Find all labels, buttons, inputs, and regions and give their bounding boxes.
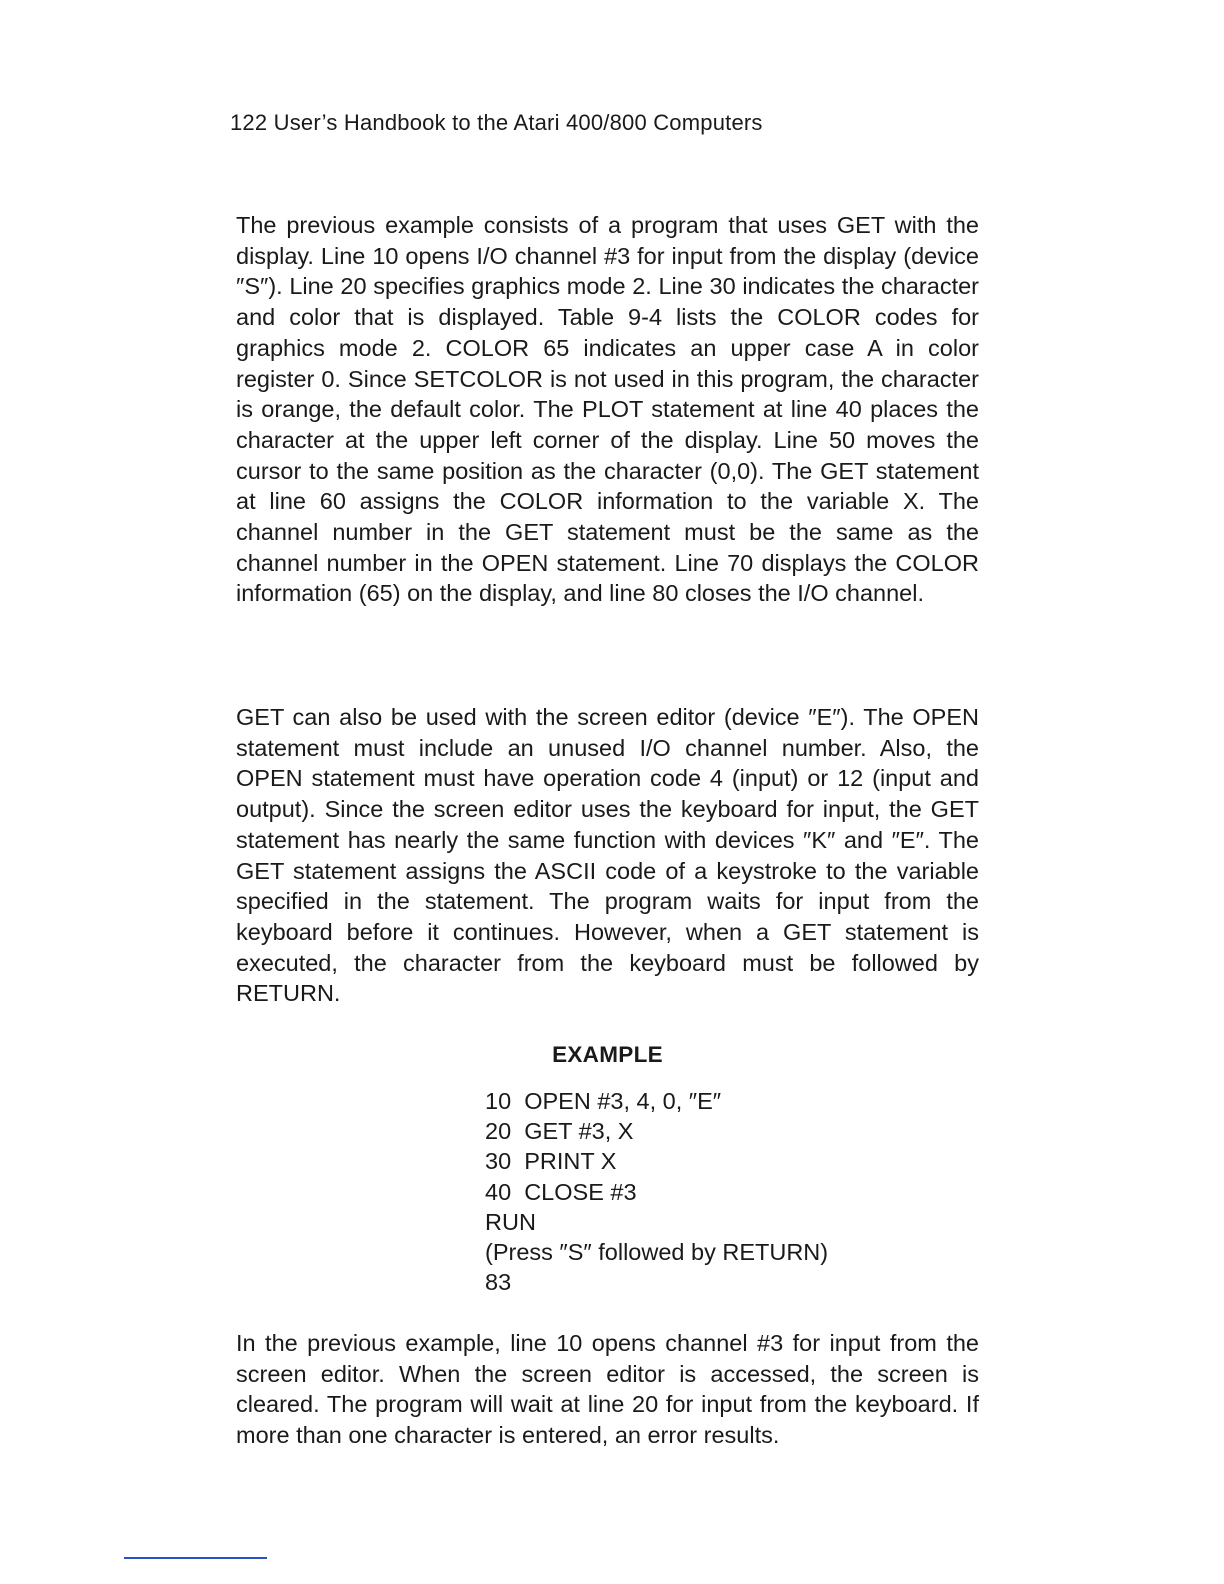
footer-rule — [124, 1557, 267, 1559]
code-line: (Press ″S″ followed by RETURN) — [485, 1239, 829, 1266]
running-head: 122 User’s Handbook to the Atari 400/800 Computers — [230, 110, 763, 135]
paragraph-get-display: The previous example consists of a program that uses GET with the display. Line 10 opens I/O channel #3 for input from the display (device ″S″). Line 20 specifies graphics mode 2. Line 30 indicates the character and color that is displayed. Table 9-4 lists the COLOR codes for graphics mode 2. COLOR 65 indicates an upper case A in color register 0. Since SETCOLOR is not used in this program, the character is orange, the default color. The PLOT statement at line 40 places the character at the upper left corner of the display. Line 50 moves the cursor to the same position as the character (0,0). The GET statement at line 60 assigns the COLOR information to the variable X. The channel number in the GET statement must be the same as the channel number in the OPEN statement. Line 70 displays the COLOR information (65) on the display, and line 80 closes the I/O channel. — [236, 212, 979, 607]
example-heading: EXAMPLE — [552, 1042, 663, 1067]
code-line: RUN — [485, 1208, 536, 1235]
code-line: 83 — [485, 1269, 512, 1296]
code-line: 30 PRINT X — [485, 1148, 617, 1175]
code-listing — [485, 1086, 828, 1297]
paragraph-get-screen-editor: GET can also be used with the screen editor (device ″E″). The OPEN statement must include an unused I/O channel number. Also, the OPEN statement must have operation code 4 (input) or 12 (input and output). Since the screen editor uses the keyboard for input, the GET statement has nearly the same function with devices ″K″ and ″E″. The GET statement assigns the ASCII code of a keystroke to the variable specified in the statement. The program waits for input from the keyboard before it continues. However, when a GET statement is executed, the character from the keyboard must be followed by RETURN. — [236, 704, 979, 1007]
code-line: 10 OPEN #3, 4, 0, ″E″ — [485, 1088, 722, 1114]
code-line: 40 CLOSE #3 — [485, 1178, 637, 1205]
code-line: 20 GET #3, X — [485, 1118, 634, 1145]
paragraph-example-explanation: In the previous example, line 10 opens channel #3 for input from the screen editor. When the screen editor is accessed, the screen is cleared. The program will wait at line 20 for input from the keyboard. If more than one character is entered, an error results. — [236, 1330, 979, 1449]
